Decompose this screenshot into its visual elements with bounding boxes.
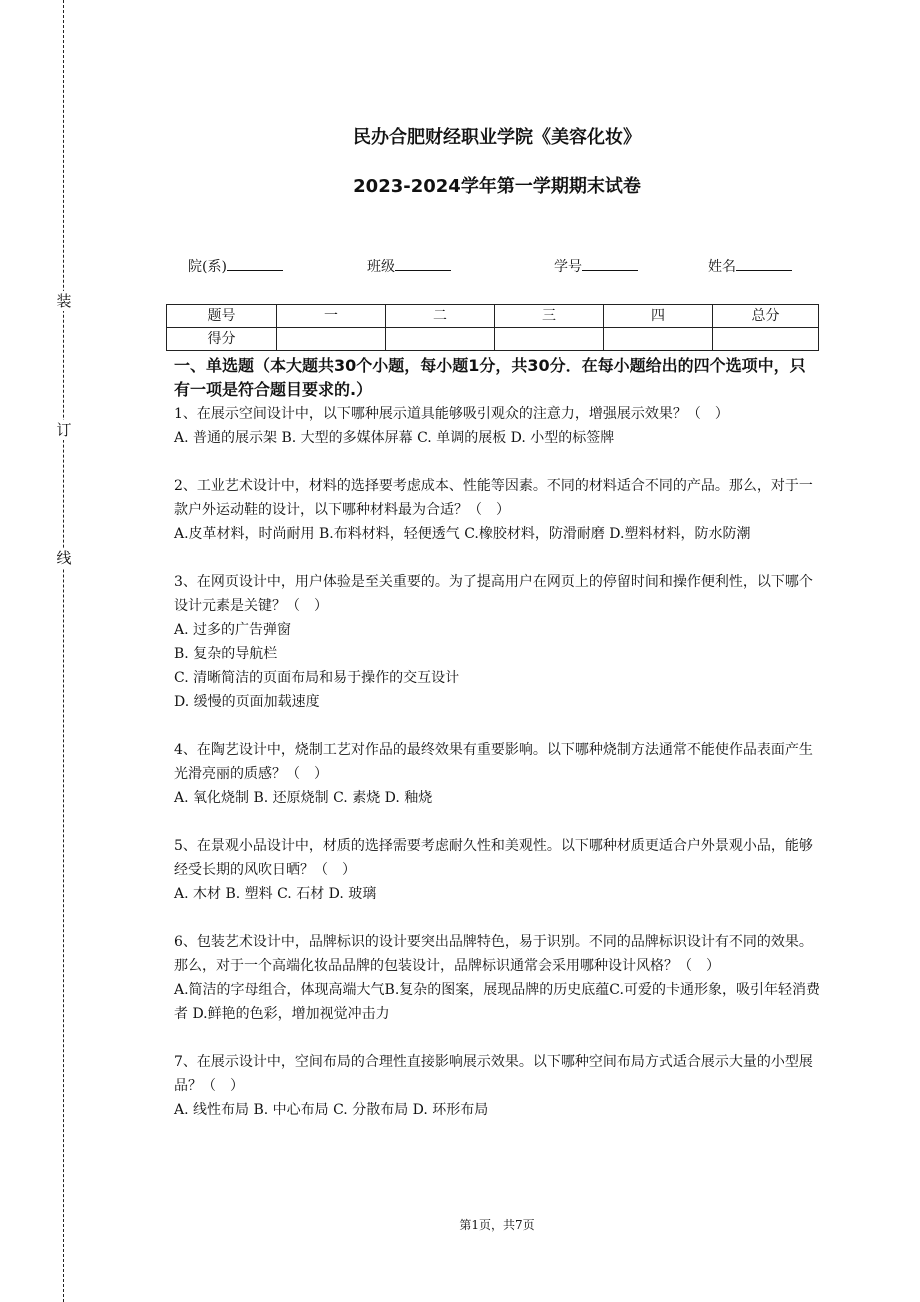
score-table [166, 304, 819, 351]
question-stem: 7、在展示设计中，空间布局的合理性直接影响展示效果。以下哪种空间布局方式适合展示大量的小型展品？（ ） [174, 1054, 813, 1094]
score-header-cell: 二 [386, 305, 495, 328]
question-item [174, 834, 820, 906]
class-blank[interactable] [395, 256, 451, 271]
question-stem: 3、在网页设计中，用户体验是至关重要的。为了提高用户在网页上的停留时间和操作便利性，以下哪个设计元素是关键？（ ） [174, 574, 813, 614]
question-item [174, 474, 820, 546]
question-item [174, 402, 820, 450]
dept-label: 院(系) [188, 259, 227, 275]
question-item [174, 570, 820, 714]
question-options: A. 线性布局 B. 中心布局 C. 分散布局 D. 环形布局 [174, 1102, 489, 1118]
score-cell[interactable] [386, 328, 495, 351]
question-stem: 4、在陶艺设计中，烧制工艺对作品的最终效果有重要影响。以下哪种烧制方法通常不能使作品表面产生光滑亮丽的质感？（ ） [174, 742, 813, 782]
dept-blank[interactable] [227, 256, 283, 271]
dept-field [188, 256, 283, 276]
score-header-cell: 三 [495, 305, 604, 328]
score-header-cell: 题号 [167, 305, 277, 328]
score-header-cell: 四 [604, 305, 713, 328]
question-item [174, 930, 820, 1026]
score-header-cell: 总分 [713, 305, 819, 328]
binding-char-zhuang: 装 [54, 291, 74, 311]
score-header-cell: 一 [277, 305, 386, 328]
score-cell[interactable] [604, 328, 713, 351]
name-field [708, 256, 792, 276]
section-heading: 一、单选题（本大题共30个小题，每小题1分，共30分．在每小题给出的四个选项中，只有一项是符合题目要求的.） [174, 356, 806, 399]
score-cell[interactable] [713, 328, 819, 351]
question-option: A. 过多的广告弹窗 [174, 622, 292, 638]
name-blank[interactable] [736, 256, 792, 271]
question-item [174, 1050, 820, 1122]
question-options: A. 氧化烧制 B. 还原烧制 C. 素烧 D. 釉烧 [174, 790, 433, 806]
score-row-label: 得分 [167, 328, 277, 351]
question-option: D. 缓慢的页面加载速度 [174, 694, 320, 710]
binding-dashed-line [63, 0, 64, 1302]
binding-char-ding: 订 [54, 420, 74, 440]
score-table-header-row [167, 305, 819, 328]
question-option: B. 复杂的导航栏 [174, 646, 278, 662]
question-section [174, 354, 820, 1122]
question-option: C. 清晰简洁的页面布局和易于操作的交互设计 [174, 670, 460, 686]
exam-title: 民办合肥财经职业学院《美容化妆》 [353, 127, 641, 148]
student-id-blank[interactable] [582, 256, 638, 271]
score-cell[interactable] [277, 328, 386, 351]
question-options: A. 木材 B. 塑料 C. 石材 D. 玻璃 [174, 886, 377, 902]
question-options: A. 普通的展示架 B. 大型的多媒体屏幕 C. 单调的展板 D. 小型的标签牌 [174, 430, 615, 446]
page-footer: 第1页，共7页 [459, 1218, 535, 1232]
student-info-row [174, 256, 820, 280]
question-stem: 2、工业艺术设计中，材料的选择要考虑成本、性能等因素。不同的材料适合不同的产品。那么，对于一款户外运动鞋的设计，以下哪种材料最为合适？（ ） [174, 478, 813, 518]
binding-char-xian: 线 [54, 548, 74, 568]
student-id-label: 学号 [554, 259, 582, 275]
score-table-score-row [167, 328, 819, 351]
question-options: A.皮革材料，时尚耐用 B.布料材料，轻便透气 C.橡胶材料，防滑耐磨 D.塑料材料，防水防潮 [174, 526, 751, 542]
question-stem: 5、在景观小品设计中，材质的选择需要考虑耐久性和美观性。以下哪种材质更适合户外景观小品，能够经受长期的风吹日晒？（ ） [174, 838, 813, 878]
student-id-field [554, 256, 638, 276]
name-label: 姓名 [708, 259, 736, 275]
class-label: 班级 [367, 259, 395, 275]
exam-subtitle: 2023-2024学年第一学期期末试卷 [353, 176, 641, 197]
question-stem: 6、包装艺术设计中，品牌标识的设计要突出品牌特色，易于识别。不同的品牌标识设计有不同的效果。那么，对于一个高端化妆品品牌的包装设计，品牌标识通常会采用哪种设计风格？（ ） [174, 934, 813, 974]
question-stem: 1、在展示空间设计中，以下哪种展示道具能够吸引观众的注意力，增强展示效果？（ ） [174, 406, 729, 422]
question-item [174, 738, 820, 810]
question-options: A.简洁的字母组合，体现高端大气B.复杂的图案，展现品牌的历史底蕴C.可爱的卡通形象，吸引年轻消费者 D.鲜艳的色彩，增加视觉冲击力 [174, 982, 820, 1022]
score-cell[interactable] [495, 328, 604, 351]
class-field [367, 256, 451, 276]
